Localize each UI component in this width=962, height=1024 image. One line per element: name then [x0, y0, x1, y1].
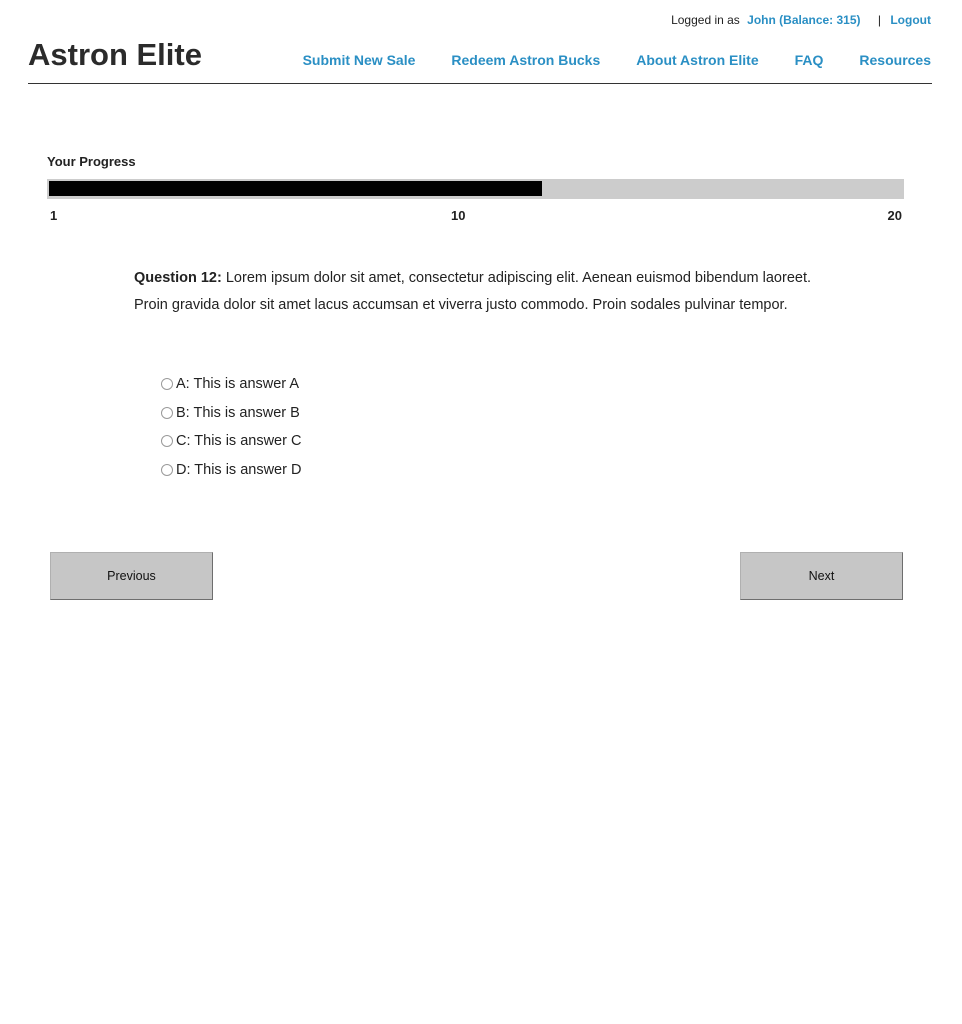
answer-option-a[interactable]: [161, 370, 301, 399]
header-divider: [28, 83, 932, 84]
nav-resources[interactable]: Resources: [859, 52, 931, 68]
separator: |: [877, 13, 881, 27]
question-text: Lorem ipsum dolor sit amet, consectetur adipiscing elit. Aenean euismod bibendum laoreet. Proin gravida dolor sit amet lacus accumsan et viverra justo commodo. Proin sodales pulvinar tempor.: [134, 270, 812, 313]
answer-label[interactable]: D: This is answer D: [176, 461, 302, 478]
nav-faq[interactable]: FAQ: [794, 52, 824, 68]
answer-option-b[interactable]: [161, 399, 301, 428]
progress-mid-label: 10: [451, 208, 466, 223]
answer-options: [161, 370, 301, 484]
user-balance-link[interactable]: John (Balance: 315): [747, 13, 861, 27]
nav-redeem-astron-bucks[interactable]: Redeem Astron Bucks: [451, 52, 601, 68]
radio-button[interactable]: [161, 378, 173, 390]
previous-button[interactable]: Previous: [50, 552, 213, 600]
main-nav: [303, 51, 931, 69]
radio-button[interactable]: [161, 407, 173, 419]
answer-label[interactable]: B: This is answer B: [176, 404, 300, 421]
radio-button[interactable]: [161, 435, 173, 447]
site-logo[interactable]: Astron Elite: [28, 37, 202, 72]
logged-in-prefix: Logged in as: [671, 13, 740, 27]
progress-bar-fill: [49, 181, 542, 196]
progress-max-label: 20: [887, 208, 902, 223]
radio-button[interactable]: [161, 464, 173, 476]
answer-label[interactable]: A: This is answer A: [176, 376, 300, 393]
next-button[interactable]: Next: [740, 552, 903, 600]
progress-min-label: 1: [50, 208, 58, 223]
answer-label[interactable]: C: This is answer C: [176, 433, 302, 450]
progress-label: Your Progress: [47, 154, 136, 169]
nav-submit-new-sale[interactable]: Submit New Sale: [302, 52, 416, 68]
account-bar: [671, 13, 931, 27]
logout-link[interactable]: Logout: [890, 13, 931, 27]
answer-option-d[interactable]: [161, 456, 301, 485]
question-text-block: [134, 265, 814, 319]
question-number: Question 12:: [134, 270, 222, 286]
nav-about-astron-elite[interactable]: About Astron Elite: [636, 52, 759, 68]
progress-bar: [47, 179, 904, 199]
answer-option-c[interactable]: [161, 427, 301, 456]
